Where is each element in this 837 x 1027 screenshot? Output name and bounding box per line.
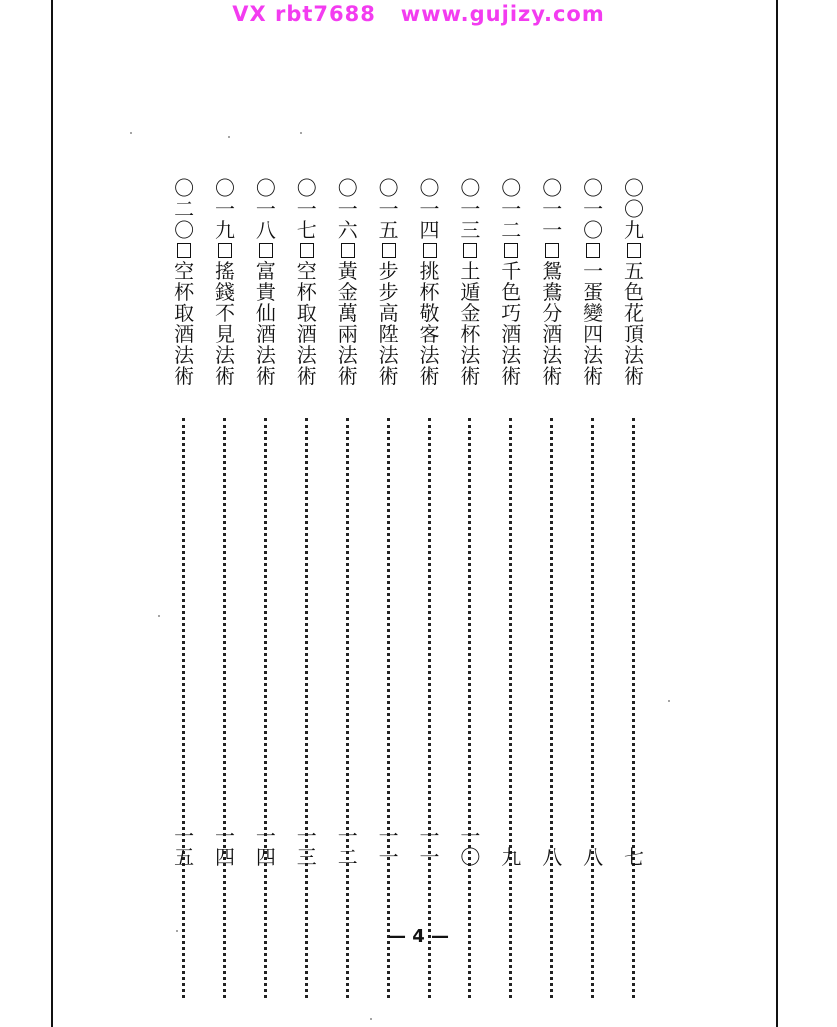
- toc-entry-number: 〇〇九: [624, 176, 644, 242]
- toc-entry-separator-box: [463, 243, 477, 258]
- toc-entry-dot-leader: [182, 418, 185, 998]
- toc-entry-title: 黃金萬兩法術: [337, 259, 358, 388]
- toc-entry-dot-leader: [264, 418, 267, 998]
- toc-entry-title: 五色花頂法術: [624, 259, 644, 388]
- toc-entry-separator-box: [259, 243, 273, 258]
- toc-entry-title: 搖錢不見法術: [215, 259, 235, 388]
- toc-entry: [416, 178, 444, 868]
- toc-entry: [579, 178, 607, 868]
- toc-entry-page: 一四: [255, 824, 276, 869]
- toc-entry-page: 一一: [419, 824, 440, 869]
- toc-entry-separator-box: [423, 243, 437, 258]
- toc-entry-number: 〇一八: [255, 176, 276, 242]
- scan-speck: [300, 132, 302, 134]
- toc-entry-page: 一四: [215, 824, 235, 869]
- toc-entry-title: 挑杯敬客法術: [419, 259, 440, 388]
- toc-entry-separator-box: [586, 243, 600, 258]
- toc-entry: [375, 178, 403, 868]
- toc-entry-number: 〇一九: [215, 176, 235, 242]
- toc-entry-title: 千色巧酒法術: [501, 259, 522, 388]
- toc-entry-separator-box: [341, 243, 355, 258]
- toc-entry-title: 一蛋變四法術: [583, 259, 604, 388]
- toc-entry-number: 〇一三: [460, 176, 481, 242]
- toc-entry-dot-leader: [428, 418, 431, 998]
- toc-entry-number: 〇二〇: [174, 176, 195, 242]
- toc-entry-dot-leader: [509, 418, 512, 998]
- toc-entry-page: 一二: [337, 824, 358, 869]
- page-number: — 4 —: [387, 926, 450, 947]
- toc-entry-page: 八: [583, 845, 604, 869]
- toc-entry: [497, 178, 525, 868]
- toc-entry-number: 〇一五: [378, 176, 399, 242]
- toc-entry-page: 一五: [174, 824, 195, 869]
- toc-entry-title: 土遁金杯法術: [460, 259, 481, 388]
- toc-entry-number: 〇一七: [296, 176, 317, 242]
- toc-entry-separator-box: [177, 243, 191, 258]
- toc-entry-page: 八: [542, 845, 563, 869]
- toc-entry-title: 鴛鴦分酒法術: [542, 259, 563, 388]
- toc-entry-number: 〇一六: [337, 176, 358, 242]
- toc-entry-number: 〇一四: [419, 176, 440, 242]
- toc-entry: [293, 178, 321, 868]
- toc-entry-title: 空杯取酒法術: [174, 259, 195, 388]
- toc-entry-dot-leader: [591, 418, 594, 998]
- toc-entry-dot-leader: [550, 418, 553, 998]
- toc-entry-separator-box: [218, 243, 232, 258]
- toc-entry-number: 〇一二: [501, 176, 522, 242]
- toc-entry-page: 九: [501, 845, 522, 869]
- toc-entry-separator-box: [504, 243, 518, 258]
- scan-speck: [130, 132, 132, 134]
- scan-speck: [668, 700, 670, 702]
- toc-entry-title: 富貴仙酒法術: [255, 259, 276, 388]
- toc-entry-number: 〇一一: [542, 176, 563, 242]
- scan-speck: [228, 136, 230, 138]
- toc-entry: [620, 178, 648, 868]
- toc-entry-page: 七: [624, 845, 644, 869]
- toc-entry-page: 一〇: [460, 824, 481, 869]
- toc-entry: [170, 178, 198, 868]
- scan-speck: [158, 615, 160, 617]
- toc-entry-page: 一三: [296, 824, 317, 869]
- toc-entry-number: 〇一〇: [583, 176, 604, 242]
- toc-entry-separator-box: [300, 243, 314, 258]
- toc-entry-dot-leader: [632, 418, 635, 998]
- toc-entry: [456, 178, 484, 868]
- toc-entry-separator-box: [382, 243, 396, 258]
- toc-entry-dot-leader: [387, 418, 390, 998]
- toc-entry-dot-leader: [468, 418, 471, 998]
- toc-entry-title: 步步高陞法術: [378, 259, 399, 388]
- toc-entry-title: 空杯取酒法術: [296, 259, 317, 388]
- watermark: VX rbt7688 www.gujizy.com: [232, 2, 605, 26]
- scan-speck: [370, 1018, 372, 1020]
- toc-entry: [334, 178, 362, 868]
- scan-speck: [176, 930, 178, 932]
- toc-entry-dot-leader: [223, 418, 226, 998]
- toc-entry-separator-box: [627, 243, 641, 258]
- toc-entry: [538, 178, 566, 868]
- toc-entry-dot-leader: [305, 418, 308, 998]
- toc-entry-separator-box: [545, 243, 559, 258]
- toc-entry-dot-leader: [346, 418, 349, 998]
- toc-entry: [252, 178, 280, 868]
- toc-entry: [211, 178, 239, 868]
- toc-entry-page: 一一: [378, 824, 399, 869]
